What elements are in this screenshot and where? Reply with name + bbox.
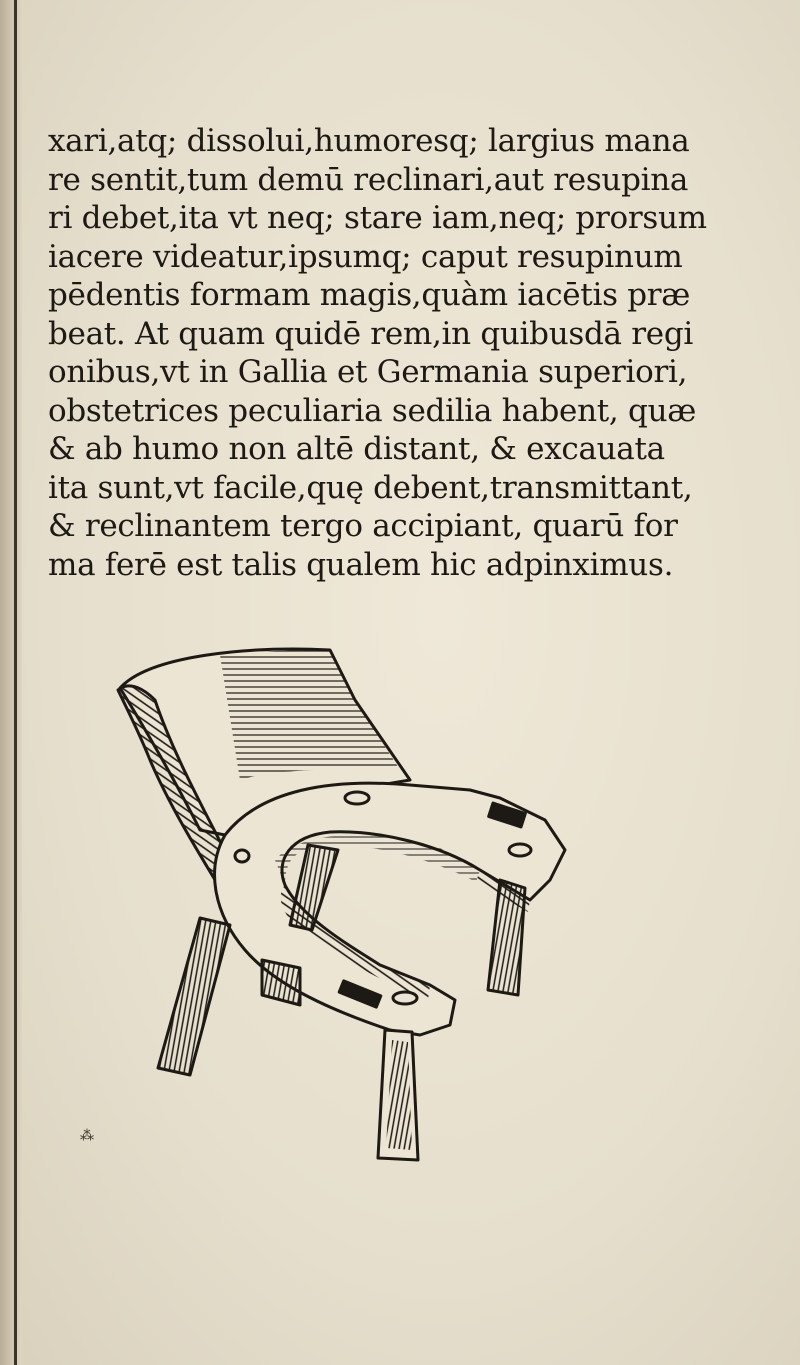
binding-edge — [14, 0, 17, 1365]
text-line: onibus,vt in Gallia et Germania superiori, — [48, 354, 688, 390]
text-line: beat. At quam quidē rem,in quibusdā regi — [48, 315, 693, 352]
text-line: & reclinantem tergo accipiant, quarū for — [48, 508, 678, 544]
text-line: & ab humo non altē distant, & excauata — [48, 431, 665, 467]
text-line: pēdentis formam magis,quàm iacētis præ — [48, 277, 691, 313]
birthing-chair-woodcut — [100, 640, 600, 1180]
text-line: obstetrices peculiaria sedilia habent, quæ — [48, 392, 697, 429]
text-line: ita sunt,vt facile,quę debent,transmittant, — [48, 469, 693, 506]
text-line: re sentit,tum demū reclinari,aut resupina — [48, 161, 689, 198]
ink-speck: ⁂ — [80, 1128, 94, 1144]
text-line: iacere videatur,ipsumq; caput resupinum — [48, 238, 683, 275]
text-block — [48, 122, 707, 584]
text-line: ri debet,ita vt neq; stare iam,neq; prorsum — [48, 200, 707, 236]
text-line: xari,atq; dissolui,humoresq; largius mana — [48, 123, 690, 159]
page-gutter — [0, 0, 22, 1365]
text-line: ma ferē est talis qualem hic adpinximus. — [48, 546, 674, 583]
